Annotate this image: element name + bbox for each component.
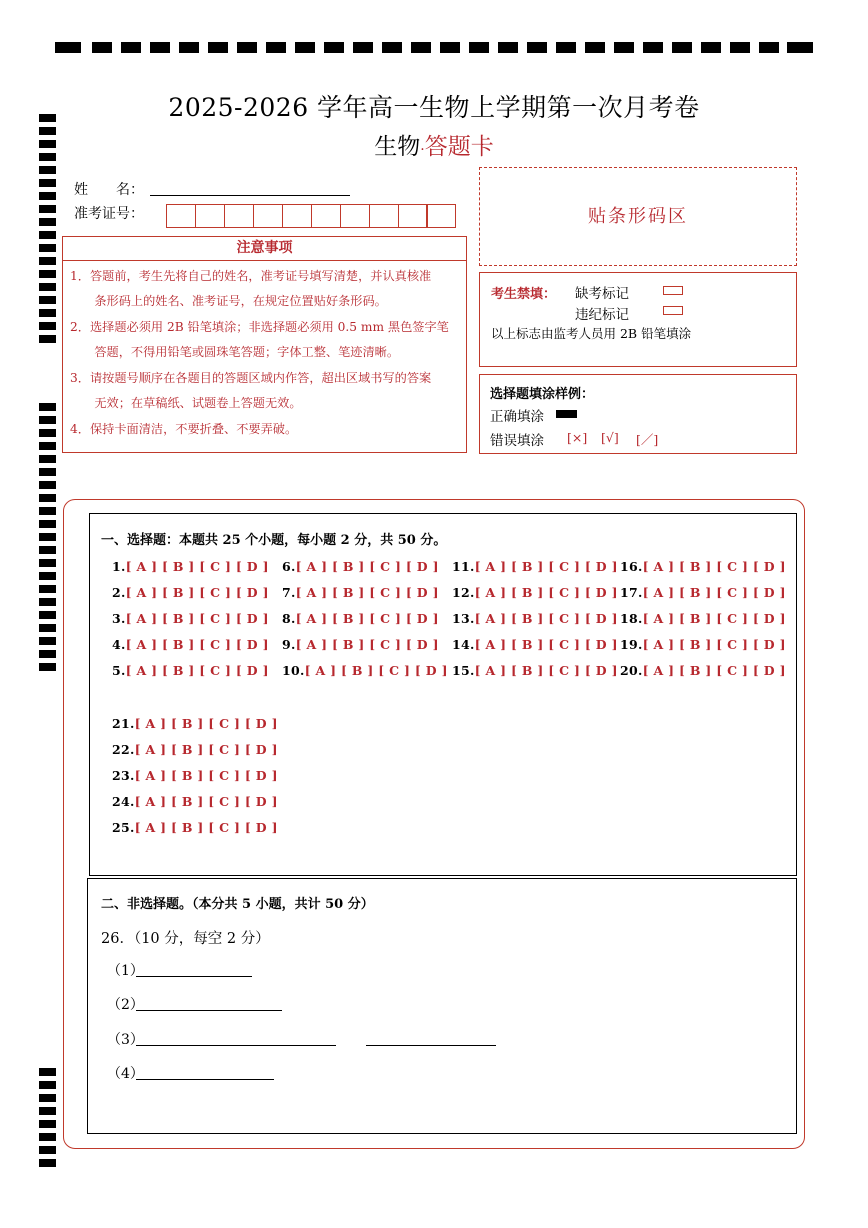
note-line: 2．选择题必须用 2B 铅笔填涂；非选择题必须用 0.5 mm 黑色签字笔 [70,320,449,334]
choice-question-7[interactable] [282,585,439,600]
timing-mark [39,192,56,200]
answer-options[interactable]: [ A ] [ B ] [ C ] [ D ] [642,611,786,626]
answer-options[interactable]: [ A ] [ B ] [ C ] [ D ] [474,585,618,600]
question-number: 10. [282,663,305,678]
barcode-label: 贴条形码区 [588,206,688,227]
id-digit-box[interactable] [369,204,399,228]
answer-options[interactable]: [ A ] [ B ] [ C ] [ D ] [642,559,786,574]
page-subtitle [0,128,868,161]
timing-mark [759,42,779,53]
forbidden-note: 以上标志由监考人员用 2B 铅笔填涂 [491,326,692,341]
question-number: 2. [112,585,126,600]
question-number: 25. [112,820,135,835]
timing-mark [39,455,56,463]
timing-mark [179,42,199,53]
timing-mark [39,270,56,278]
answer-line-2[interactable] [136,1010,282,1011]
timing-mark [39,416,56,424]
id-digit-box[interactable] [398,204,428,228]
violation-mark-box[interactable] [663,306,683,315]
choice-question-22[interactable] [112,742,278,757]
id-digit-box[interactable] [224,204,254,228]
absent-label: 缺考标记 [575,286,629,302]
sub-question-4-label: （4） [107,1066,144,1082]
correct-label: 正确填涂 [490,409,544,425]
id-digit-box[interactable] [195,204,225,228]
question-number: 8. [282,611,296,626]
timing-mark [39,1159,56,1167]
timing-mark [585,42,605,53]
timing-mark [39,283,56,291]
choice-question-6[interactable] [282,559,439,574]
timing-mark [556,42,576,53]
choice-question-8[interactable] [282,611,439,626]
timing-mark [39,637,56,645]
timing-mark [39,218,56,226]
timing-mark [39,481,56,489]
name-field[interactable] [150,195,350,196]
choice-question-18[interactable] [620,611,786,626]
id-digit-box[interactable] [253,204,283,228]
note-line: 1．答题前，考生先将自己的姓名，准考证号填写清楚，并认真核准 [70,269,432,283]
open-heading: 二、非选择题。（本分共 5 小题，共计 50 分） [101,897,374,912]
answer-options[interactable]: [ A ] [ B ] [ C ] [ D ] [474,663,618,678]
timing-mark [39,585,56,593]
timing-mark [469,42,489,53]
choice-question-24[interactable] [112,794,278,809]
timing-mark [39,507,56,515]
timing-mark [39,335,56,343]
timing-mark [121,42,141,53]
timing-mark [643,42,663,53]
notes-panel [62,261,467,453]
timing-mark [295,42,315,53]
timing-mark [39,442,56,450]
timing-mark [440,42,460,53]
timing-mark [39,663,56,671]
timing-mark [39,1133,56,1141]
timing-mark [730,42,750,53]
question-number: 19. [620,637,643,652]
choice-question-21[interactable] [112,716,278,731]
subject-name: 生物 [374,134,421,160]
choice-question-19[interactable] [620,637,786,652]
answer-options[interactable]: [ A ] [ B ] [ C ] [ D ] [134,794,278,809]
answer-options[interactable]: [ A ] [ B ] [ C ] [ D ] [134,742,278,757]
forbidden-label: 考生禁填： [491,287,557,302]
note-line: 答题，不得用铅笔或圆珠笔答题；字体工整、笔迹清晰。 [70,345,400,359]
answer-line-3a[interactable] [136,1045,336,1046]
id-digit-box[interactable] [340,204,370,228]
timing-mark [324,42,344,53]
card-name: 答题卡 [424,134,494,160]
answer-options[interactable]: [ A ] [ B ] [ C ] [ D ] [642,585,786,600]
timing-mark [527,42,547,53]
id-digit-box[interactable] [426,204,456,228]
choice-question-20[interactable] [620,663,786,678]
timing-mark [208,42,228,53]
timing-mark [614,42,634,53]
answer-options[interactable]: [ A ] [ B ] [ C ] [ D ] [474,611,618,626]
choice-question-16[interactable] [620,559,786,574]
timing-mark [382,42,402,53]
page-title: 2025-2026 学年高一生物上学期第一次月考卷 [168,93,700,122]
question-26-label: 26．（10 分，每空 2 分） [101,931,270,947]
timing-mark [39,494,56,502]
choice-question-13[interactable] [452,611,618,626]
timing-mark [39,1120,56,1128]
choice-heading: 一、选择题：本题共 25 个小题，每小题 2 分，共 50 分。 [101,533,447,548]
timing-mark [39,1107,56,1115]
choice-question-1[interactable] [112,559,269,574]
timing-mark [39,533,56,541]
choice-question-11[interactable] [452,559,618,574]
timing-mark [92,42,112,53]
timing-mark [39,179,56,187]
question-number: 15. [452,663,475,678]
correct-fill-mark [556,410,577,418]
answer-options[interactable]: [ A ] [ B ] [ C ] [ D ] [304,663,448,678]
question-number: 4. [112,637,126,652]
choice-question-17[interactable] [620,585,786,600]
timing-mark [39,468,56,476]
timing-mark [39,520,56,528]
question-number: 5. [112,663,126,678]
answer-options[interactable]: [ A ] [ B ] [ C ] [ D ] [125,637,269,652]
question-number: 20. [620,663,643,678]
timing-mark [39,650,56,658]
sub-question-3-label: （3） [107,1032,144,1048]
timing-mark [498,42,518,53]
note-line: 3．请按题号顺序在各题目的答题区域内作答，超出区域书写的答案 [70,371,432,385]
answer-options[interactable]: [ A ] [ B ] [ C ] [ D ] [125,585,269,600]
timing-mark [39,257,56,265]
wrong-label: 错误填涂 [490,433,544,449]
timing-mark [150,42,170,53]
timing-mark [39,1094,56,1102]
answer-options[interactable]: [ A ] [ B ] [ C ] [ D ] [125,611,269,626]
answer-options[interactable]: [ A ] [ B ] [ C ] [ D ] [134,716,278,731]
timing-mark [39,322,56,330]
answer-options[interactable]: [ A ] [ B ] [ C ] [ D ] [474,637,618,652]
id-digit-box[interactable] [311,204,341,228]
timing-mark [39,559,56,567]
sub-question-1-label: （1） [107,963,144,979]
choice-question-3[interactable] [112,611,269,626]
choice-question-9[interactable] [282,637,439,652]
timing-mark [701,42,721,53]
timing-mark [55,42,81,53]
question-number: 3. [112,611,126,626]
timing-mark [39,166,56,174]
timing-mark [353,42,373,53]
timing-mark [39,1146,56,1154]
open-section [87,878,797,1134]
question-number: 6. [282,559,296,574]
answer-options[interactable]: [ A ] [ B ] [ C ] [ D ] [295,585,439,600]
answer-options[interactable]: [ A ] [ B ] [ C ] [ D ] [295,611,439,626]
answer-options[interactable]: [ A ] [ B ] [ C ] [ D ] [134,768,278,783]
answer-options[interactable]: [ A ] [ B ] [ C ] [ D ] [295,559,439,574]
timing-mark [411,42,431,53]
choice-question-15[interactable] [452,663,618,678]
question-number: 13. [452,611,475,626]
answer-options[interactable]: [ A ] [ B ] [ C ] [ D ] [642,663,786,678]
question-number: 11. [452,559,475,574]
answer-line-3b[interactable] [366,1045,496,1046]
answer-options[interactable]: [ A ] [ B ] [ C ] [ D ] [642,637,786,652]
choice-question-14[interactable] [452,637,618,652]
answer-options[interactable]: [ A ] [ B ] [ C ] [ D ] [295,637,439,652]
id-digit-box[interactable] [166,204,196,228]
choice-question-12[interactable] [452,585,618,600]
timing-mark [39,244,56,252]
timing-mark [39,1081,56,1089]
subtitle-separator: · [420,142,425,158]
notes-heading: 注意事项 [62,236,467,261]
choice-question-5[interactable] [112,663,269,678]
question-number: 17. [620,585,643,600]
timing-mark [39,624,56,632]
timing-mark [39,572,56,580]
violation-label: 违纪标记 [575,307,629,323]
answer-line-1[interactable] [136,976,252,977]
timing-mark [39,296,56,304]
wrong-mark-x: [×] [567,430,588,445]
timing-mark [787,42,813,53]
timing-mark [39,1068,56,1076]
question-number: 12. [452,585,475,600]
id-label: 准考证号： [74,206,144,222]
sub-question-2-label: （2） [107,997,144,1013]
timing-mark [39,205,56,213]
choice-question-4[interactable] [112,637,269,652]
timing-mark [39,598,56,606]
question-number: 24. [112,794,135,809]
id-digit-box[interactable] [282,204,312,228]
question-number: 22. [112,742,135,757]
timing-mark [39,309,56,317]
choice-question-2[interactable] [112,585,269,600]
wrong-mark-check: [√] [601,430,619,445]
absent-mark-box[interactable] [663,286,683,295]
timing-mark [266,42,286,53]
timing-mark [39,429,56,437]
timing-mark [39,403,56,411]
question-number: 1. [112,559,126,574]
question-number: 16. [620,559,643,574]
answer-options[interactable]: [ A ] [ B ] [ C ] [ D ] [125,663,269,678]
question-number: 18. [620,611,643,626]
question-number: 7. [282,585,296,600]
answer-options[interactable]: [ A ] [ B ] [ C ] [ D ] [134,820,278,835]
fill-sample-panel [479,374,797,454]
timing-mark [39,611,56,619]
choice-question-25[interactable] [112,820,278,835]
question-number: 23. [112,768,135,783]
question-number: 14. [452,637,475,652]
note-line: 条形码上的姓名、准考证号，在规定位置贴好条形码。 [70,294,387,308]
timing-mark [39,546,56,554]
wrong-mark-slash: [／] [636,432,659,447]
timing-mark [672,42,692,53]
question-number: 21. [112,716,135,731]
choice-question-23[interactable] [112,768,278,783]
answer-options[interactable]: [ A ] [ B ] [ C ] [ D ] [474,559,618,574]
note-line: 无效；在草稿纸、试题卷上答题无效。 [70,396,302,410]
sample-heading: 选择题填涂样例： [490,387,595,402]
answer-options[interactable]: [ A ] [ B ] [ C ] [ D ] [125,559,269,574]
examinee-forbidden-panel [479,272,797,367]
note-line: 4．保持卡面清洁，不要折叠、不要弄破。 [70,422,298,436]
question-number: 9. [282,637,296,652]
name-label: 姓 名： [74,182,144,198]
choice-question-10[interactable] [282,663,448,678]
answer-line-4[interactable] [136,1079,274,1080]
timing-mark [39,231,56,239]
timing-mark [237,42,257,53]
